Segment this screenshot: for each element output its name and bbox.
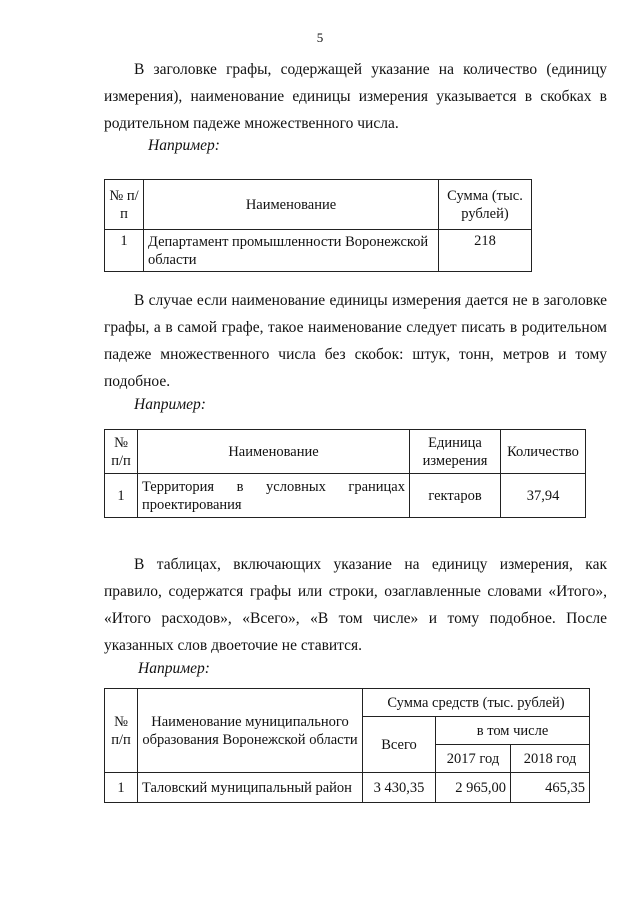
example-label-2: Например: xyxy=(134,396,206,413)
header-unit: Единица измерения xyxy=(410,430,501,474)
cell-name: Территория в условных границах проектирования xyxy=(138,474,410,518)
cell-number: 1 xyxy=(105,474,138,518)
table-3 xyxy=(104,688,590,803)
cell-sum: 218 xyxy=(439,230,532,272)
cell-number: 1 xyxy=(105,773,138,803)
page-number: 5 xyxy=(316,30,324,45)
paragraph-2: В случае если наименование единицы измерения дается не в заголовке графы, а в самой графе, такое наименование следует писать в родительном падеже множественного числа без скобок: штук, тонн, метров и тому подобное. xyxy=(104,292,607,390)
header-total: Всего xyxy=(363,717,436,773)
table-2 xyxy=(104,429,586,518)
header-number: № п/п xyxy=(105,689,138,773)
header-name: Наименование xyxy=(144,180,439,230)
cell-2018: 465,35 xyxy=(511,773,590,803)
table-header-row xyxy=(105,689,590,717)
header-2018: 2018 год xyxy=(511,745,590,773)
cell-number: 1 xyxy=(105,230,144,272)
example-label-3: Например: xyxy=(138,660,210,677)
cell-name: Департамент промышленности Воронежской области xyxy=(144,230,439,272)
table-header-row xyxy=(105,430,586,474)
paragraph-1: В заголовке графы, содержащей указание на количество (единицу измерения), наименование единицы измерения указывается в скобках в родительном падеже множественного числа. xyxy=(104,61,607,132)
header-number: № п/п xyxy=(105,430,138,474)
table-row xyxy=(105,773,590,803)
cell-total: 3 430,35 xyxy=(363,773,436,803)
header-2017: 2017 год xyxy=(436,745,511,773)
table-1 xyxy=(104,179,532,272)
cell-quantity: 37,94 xyxy=(501,474,586,518)
header-number: № п/п xyxy=(105,180,144,230)
example-label-1: Например: xyxy=(148,137,220,154)
table-header-row xyxy=(105,180,532,230)
header-sum: Сумма средств (тыс. рублей) xyxy=(363,689,590,717)
header-name: Наименование муниципального образования Воронежской области xyxy=(138,689,363,773)
table-row xyxy=(105,230,532,272)
paragraph-3: В таблицах, включающих указание на единицу измерения, как правило, содержатся графы или строки, озаглавленные словами «Итого», «Итого расходов», «Всего», «В том числе» и тому подобное. После указанных слов двоеточие не ставится. xyxy=(104,556,607,654)
header-name: Наименование xyxy=(138,430,410,474)
header-including: в том числе xyxy=(436,717,590,745)
cell-unit: гектаров xyxy=(410,474,501,518)
table-row xyxy=(105,474,586,518)
header-quantity: Количество xyxy=(501,430,586,474)
cell-2017: 2 965,00 xyxy=(436,773,511,803)
cell-name: Таловский муниципальный район xyxy=(138,773,363,803)
header-sum: Сумма (тыс. рублей) xyxy=(439,180,532,230)
